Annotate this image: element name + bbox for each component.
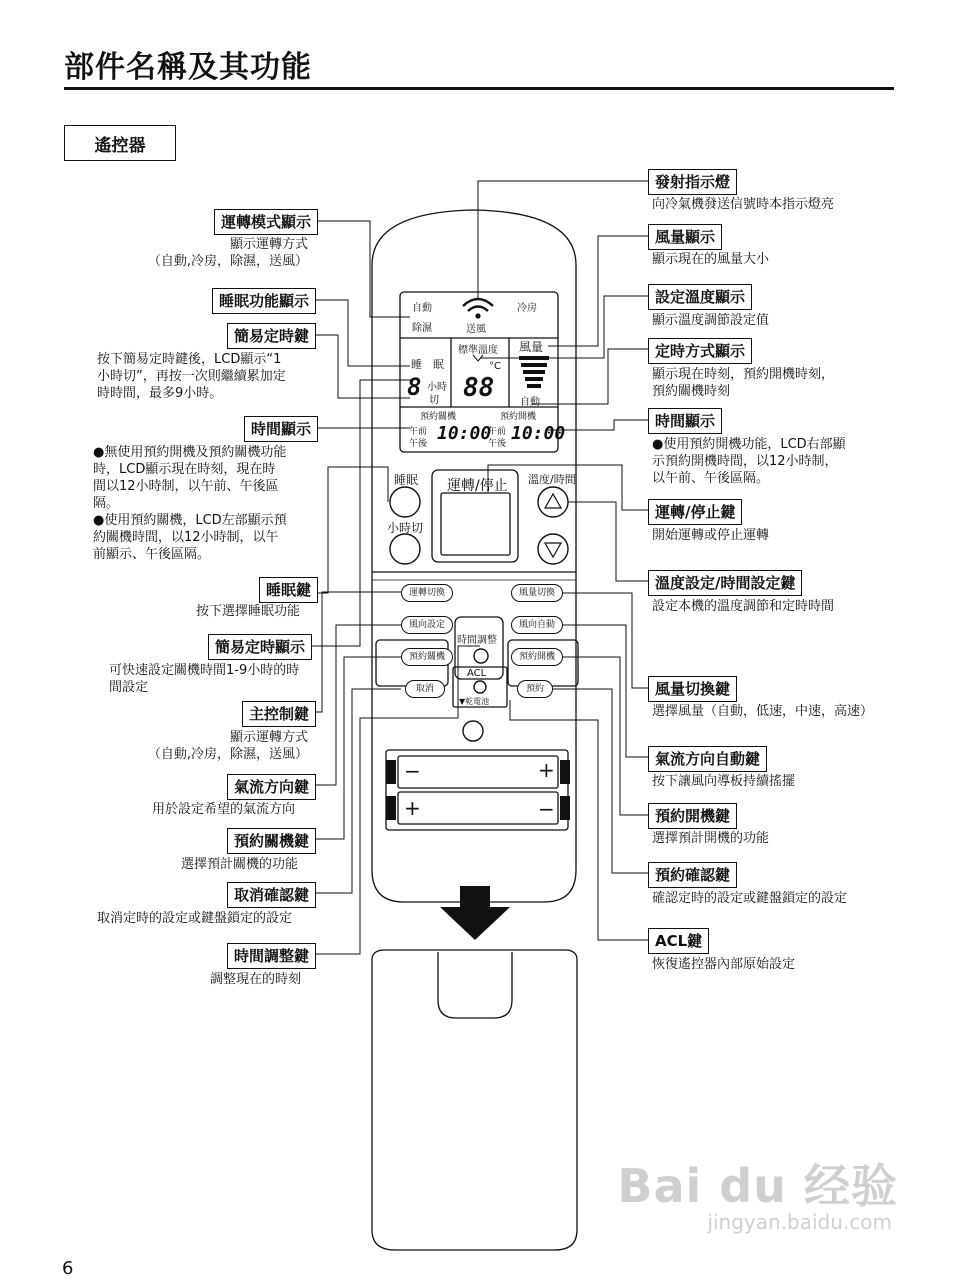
watermark-logo: Bai du 经验 [617, 1159, 898, 1213]
desc-easy-timer-key: 按下簡易定時鍵後，LCD顯示“1 小時切”，再按一次則繼續累加定 時時間，最多9小時。 [97, 352, 286, 401]
label-time-display-left: 時間顯示 [244, 416, 318, 442]
lcd-cool: 冷房 [517, 303, 537, 314]
label-time-display-right: 時間顯示 [648, 408, 722, 434]
label-main-control-key: 主控制鍵 [242, 701, 316, 727]
time-adjust-label: 時間調整 [457, 635, 497, 646]
mode-switch-button[interactable]: 運轉切換 [401, 584, 453, 602]
lcd-on-timer: 預約開機 [500, 412, 537, 422]
desc-time-display-right: ●使用預約開機功能，LCD右部顯 示預約開機時間，以12小時制， 以午前、午後區隔。 [652, 437, 846, 486]
label-fan-display: 風量顯示 [648, 224, 722, 250]
lcd-auto: 自動 [412, 303, 432, 314]
lcd-fan: 送風 [466, 324, 486, 335]
label-signal-lamp: 發射指示燈 [648, 169, 737, 195]
lcd-off-timer: 預約關機 [420, 412, 457, 422]
swing-auto-button[interactable]: 風向自動 [511, 616, 563, 634]
section-label: 遙控器 [64, 125, 176, 161]
desc-timer-mode-display: 顯示現在時刻，預約開機時刻， 預約關機時刻 [652, 367, 835, 399]
label-timer-mode-display: 定時方式顯示 [648, 338, 752, 364]
fan-switch-button[interactable]: 風量切換 [511, 584, 563, 602]
label-set-temp-display: 設定溫度顯示 [648, 284, 752, 310]
lcd-temp: 88 [463, 373, 495, 403]
easy-timer-button[interactable]: 小時切 [387, 521, 424, 535]
label-airflow-key: 氣流方向鍵 [227, 774, 316, 800]
desc-off-timer-key: 選擇預計關機的功能 [181, 857, 299, 872]
round-button-shape [463, 721, 483, 741]
label-temp-time-key: 溫度設定/時間設定鍵 [648, 570, 802, 596]
desc-airflow-key: 用於設定希望的氣流方向 [152, 802, 296, 817]
desc-sleep-key: 按下選擇睡眠功能 [196, 604, 301, 619]
cancel-button[interactable]: 取消 [405, 680, 445, 698]
lcd-timer-off: 切 [429, 395, 439, 406]
desc-reserve-confirm-key: 確認定時的設定或鍵盤鎖定的設定 [652, 891, 848, 906]
signal-icon [463, 299, 493, 311]
lcd-am-left: 午前 [409, 427, 428, 437]
page-number: 6 [62, 1258, 74, 1279]
label-power-key: 運轉/停止鍵 [648, 499, 742, 525]
lcd-temp-unit: °C [489, 361, 501, 372]
label-time-adjust-key: 時間調整鍵 [227, 943, 316, 969]
desc-operation-mode-display: 顯示運轉方式 （自動,冷房，除濕，送風） [147, 237, 308, 269]
battery-plus-2: + [404, 796, 421, 820]
lcd-fan-speed: 風量 [519, 340, 544, 354]
battery-cover [372, 950, 577, 1250]
desc-power-key: 開始運轉或停止運轉 [652, 528, 770, 543]
label-fan-switch-key: 風量切換鍵 [648, 676, 737, 702]
lcd-time-left: 10:00 [437, 423, 492, 444]
desc-temp-time-key: 設定本機的溫度調節和定時時間 [652, 599, 835, 614]
desc-acl-key: 恢復遙控器內部原始設定 [652, 957, 796, 972]
off-timer-button[interactable]: 預約關機 [401, 648, 453, 666]
reserve-button[interactable]: 預約 [517, 680, 553, 698]
down-button-shape [538, 534, 568, 564]
easy-timer-button-shape [390, 534, 420, 564]
lcd-fan-auto: 自動 [520, 397, 540, 408]
lcd-timer-digit: 8 [407, 373, 422, 401]
desc-fan-display: 顯示現在的風量大小 [652, 252, 770, 267]
desc-main-control-key: 顯示運轉方式 （自動,冷房，除濕，送風） [147, 730, 308, 762]
desc-cancel-key: 取消定時的設定或鍵盤鎖定的設定 [97, 911, 293, 926]
fan-bars-icon [519, 356, 549, 388]
lcd-std-temp: 標準溫度 [458, 345, 498, 356]
lcd-pm-right: 午後 [488, 439, 507, 449]
label-off-timer-key: 預約關機鍵 [227, 828, 316, 854]
label-easy-timer-display: 簡易定時顯示 [208, 634, 312, 660]
sleep-button-shape [390, 487, 420, 517]
label-sleep-display: 睡眠功能顯示 [212, 288, 316, 314]
desc-signal-lamp: 向冷氣機發送信號時本指示燈亮 [652, 197, 835, 212]
label-cancel-key: 取消確認鍵 [227, 882, 316, 908]
label-acl-key: ACL鍵 [648, 928, 709, 954]
watermark-url: jingyan.baidu.com [707, 1210, 892, 1234]
desc-auto-swing-key: 按下讓風向導板持續搖擺 [652, 774, 796, 789]
swing-set-button[interactable]: 風向設定 [401, 616, 453, 634]
battery-minus-2: − [538, 797, 555, 821]
battery-plus-1: + [538, 758, 555, 782]
label-reserve-confirm-key: 預約確認鍵 [648, 862, 737, 888]
label-auto-swing-key: 氣流方向自動鍵 [648, 746, 767, 772]
lcd-am-right: 午前 [488, 427, 507, 437]
label-easy-timer-key: 簡易定時鍵 [227, 323, 316, 349]
sleep-button[interactable]: 睡眠 [394, 473, 419, 487]
battery-minus-1: − [404, 759, 421, 783]
desc-easy-timer-display: 可快速設定關機時間1-9小時的時 間設定 [109, 663, 300, 695]
desc-time-adjust-key: 調整現在的時刻 [210, 972, 302, 987]
power-button[interactable]: 運轉/停止 [447, 478, 508, 494]
lcd-timer-hour: 小時 [427, 382, 447, 393]
label-on-timer-key: 預約開機鍵 [648, 803, 737, 829]
desc-set-temp-display: 顯示溫度調節設定值 [652, 313, 770, 328]
desc-time-display-left: ●無使用預約開機及預約關機功能 時，LCD顯示現在時刻，現在時 間以12小時制，以午前、午後區 隔。 ●使用預約關機，LCD左部顯示預 約關機時間，以12小時制，以午 前顯示、午後區隔。 [93, 445, 287, 562]
temp-time-button[interactable]: 溫度/時間 [528, 473, 576, 486]
label-operation-mode-display: 運轉模式顯示 [214, 209, 318, 235]
down-arrow-icon [440, 886, 510, 940]
desc-fan-switch-key: 選擇風量（自動，低速，中速，高速） [652, 704, 874, 719]
lcd-time-right: 10:00 [511, 423, 566, 444]
up-button-shape [538, 487, 568, 517]
lcd-pm-left: 午後 [409, 439, 428, 449]
desc-on-timer-key: 選擇預計開機的功能 [652, 831, 770, 846]
lcd-sleep: 睡 眠 [411, 358, 444, 371]
battery-note: ▼乾電池 [459, 697, 490, 706]
page-title: 部件名稱及其功能 [64, 50, 312, 85]
on-timer-button[interactable]: 預約開機 [511, 648, 563, 666]
label-sleep-key: 睡眠鍵 [259, 577, 318, 603]
acl-button[interactable]: ACL [467, 668, 487, 679]
lcd-dry: 除濕 [412, 323, 432, 334]
